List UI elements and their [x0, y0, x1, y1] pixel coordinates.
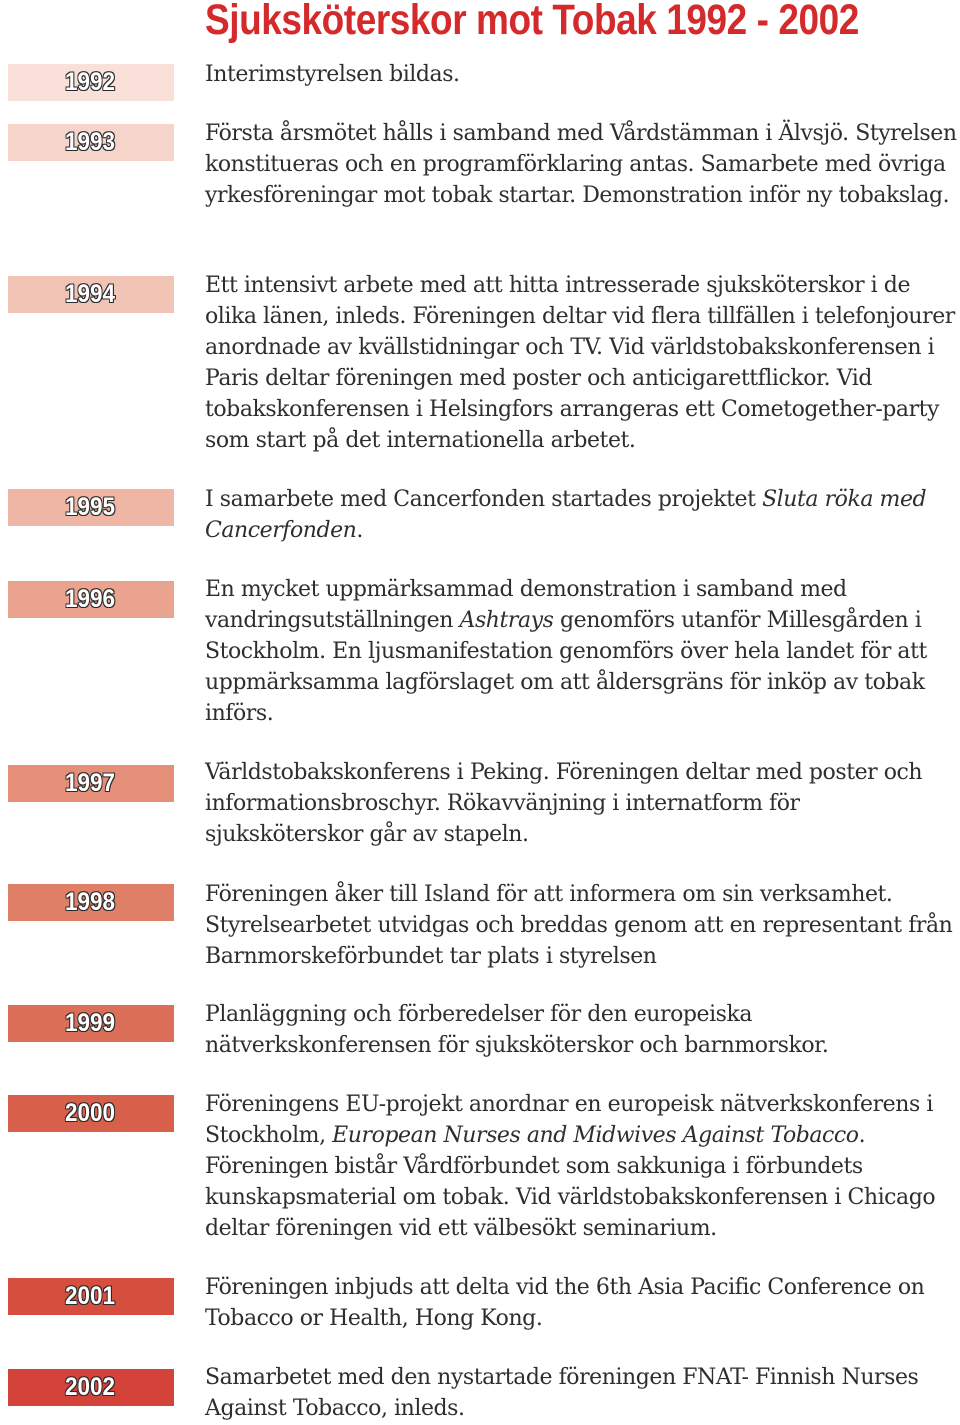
year-badge-1992 [8, 64, 174, 101]
year-badge-1996 [8, 581, 174, 618]
year-label: 1996 [65, 585, 116, 613]
timeline-entry-1996: En mycket uppmärksammad demonstration i samband med vandringsutställningen Ashtrays genomförs utanför Millesgården i Stockholm. En ljusmanifestation genomförs över hela landet för att uppmärksamma lagförslaget om att åldersgräns för inköp av tobak införs. [205, 577, 927, 726]
year-label: 1998 [65, 888, 116, 916]
timeline-entry-2002: Samarbetet med den nystartade föreningen FNAT- Finnish Nurses Against Tobacco, inleds. [205, 1365, 919, 1421]
year-badge-2001 [8, 1278, 174, 1315]
exhibition-title: Ashtrays [459, 608, 554, 633]
timeline-entry-2001: Föreningen inbjuds att delta vid the 6th Asia Pacific Conference on Tobacco or Health, Hong Kong. [205, 1275, 925, 1331]
timeline-entry-1998: Föreningen åker till Island för att informera om sin verksamhet. Styrelsearbetet utvidgas och breddas genom att en representant från Barnmorskeförbundet tar plats i styrelsen [205, 882, 953, 969]
year-label: 1993 [65, 128, 116, 156]
year-label: 1992 [65, 68, 116, 96]
timeline-entry-1994: Ett intensivt arbete med att hitta intresserade sjuksköterskor i de olika länen, inleds. Föreningen deltar vid flera tillfällen i telefonjourer anordnade av kvällstidningar och TV. Vid världstobakskonferensen i Paris deltar föreningen med poster och anticigarettflickor. Vid tobakskonferensen i Helsingfors arrangeras ett Cometogether-party som start på det internationella arbetet. [205, 273, 955, 453]
timeline-entry-1993: Första årsmötet hålls i samband med Vårdstämman i Älvsjö. Styrelsen konstitueras och en programförklaring antas. Samarbete med övriga yrkesföreningar mot tobak startar. Demonstration inför ny tobakslag. [205, 121, 957, 208]
year-label: 1994 [65, 280, 116, 308]
page-title: Sjuksköterskor mot Tobak 1992 - 2002 [205, 0, 859, 44]
year-label: 2000 [65, 1099, 116, 1127]
year-badge-1999 [8, 1005, 174, 1042]
year-badge-1993 [8, 124, 174, 161]
timeline-entry-1995: I samarbete med Cancerfonden startades projektet Sluta röka med Cancerfonden. [205, 487, 927, 543]
year-label: 1999 [65, 1009, 116, 1037]
timeline-entry-2000: Föreningens EU-projekt anordnar en europeisk nätverkskonferens i Stockholm, European Nurses and Midwives Against Tobacco. Föreningen bistår Vårdförbundet som sakkuniga i förbundets kunskapsmaterial om tobak. Vid världstobakskonferensen i Chicago deltar föreningen vid ett välbesökt seminarium. [205, 1092, 936, 1241]
year-label: 2002 [65, 1373, 116, 1401]
year-label: 1997 [65, 769, 116, 797]
year-label: 1995 [65, 493, 116, 521]
timeline-entry-1997: Världstobakskonferens i Peking. Föreningen deltar med poster och informationsbroschyr. Rökavvänjning i internatform för sjuksköterskor går av stapeln. [205, 760, 923, 847]
year-badge-2002 [8, 1369, 174, 1406]
year-badge-1995 [8, 489, 174, 526]
project-title: Sluta röka med Cancerfonden [205, 487, 927, 543]
conference-title: European Nurses and Midwives Against Tobacco [332, 1123, 859, 1148]
year-badge-1998 [8, 884, 174, 921]
year-badge-1997 [8, 765, 174, 802]
timeline-entry-1999: Planläggning och förberedelser för den europeiska nätverkskonferensen för sjuksköterskor och barnmorskor. [205, 1002, 829, 1058]
timeline-entry-1992: Interimstyrelsen bildas. [205, 62, 460, 87]
year-badge-2000 [8, 1095, 174, 1132]
year-label: 2001 [65, 1282, 116, 1310]
year-badge-1994 [8, 276, 174, 313]
